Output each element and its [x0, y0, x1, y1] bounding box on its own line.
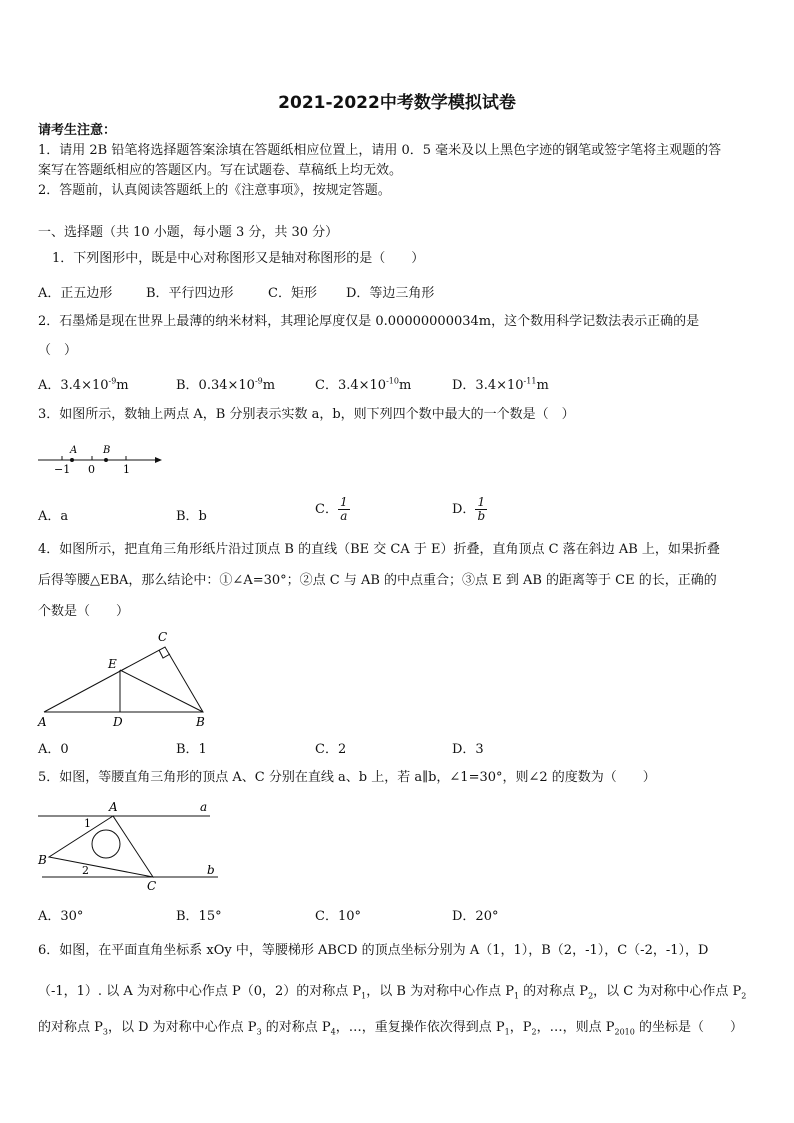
point-a	[70, 458, 74, 462]
q4-option-a: A．0	[38, 742, 69, 757]
label-c-vertex: C	[147, 879, 157, 893]
label-b-vertex: B	[38, 853, 47, 867]
q3-stem: 3．如图所示，数轴上两点 A，B 分别表示实数 a，b，则下列四个数中最大的一个数是（ ）	[38, 407, 575, 422]
q2-option-c: C．$3.4\times 10^{-10}m$	[315, 376, 412, 393]
triangle-abc	[44, 647, 203, 712]
tick-label-minus-one: −1	[54, 463, 71, 476]
q4-stem-line2: 后得等腰△EBA，那么结论中：①∠A=30°；②点 C 与 AB 的中点重合；③点 E 到 AB 的距离等于 CE 的长，正确的	[38, 573, 717, 588]
q1-option-d: D．等边三角形	[346, 286, 435, 301]
q3-option-a: A．a	[38, 509, 69, 524]
q2-option-a: A．$3.4\times 10^{-9}m$	[38, 376, 129, 393]
q1-option-c: C．矩形	[268, 286, 317, 301]
q4-stem: 4．如图所示，把直角三角形纸片沿过顶点 B 的直线（BE 交 CA 于 E）折叠，直角顶点 C 落在斜边 AB 上，如果折叠	[38, 542, 720, 557]
q4-option-d: D．3	[452, 742, 484, 757]
q5-option-b: B．15°	[176, 909, 222, 924]
q6-stem-line3: 的对称点 $P_3$，以 D 为对称中心作点 $P_3$ 的对称点 $P_4$，…，重复操作依次得到点 $P_1$，$P_2$，…，则点 $P_{2010}$ 的坐标是（ ）	[38, 1020, 743, 1037]
label-b: B	[103, 445, 111, 456]
label-line-b: b	[207, 863, 215, 877]
label-a: A	[38, 715, 47, 729]
point-b	[104, 458, 108, 462]
q1-option-b: B．平行四边形	[146, 286, 234, 301]
q3-option-b: B．b	[176, 509, 207, 524]
label-line-a: a	[200, 800, 208, 814]
label-angle-1: 1	[84, 817, 91, 830]
label-c: C	[158, 630, 168, 644]
section-heading: 一、选择题（共 10 小题，每小题 3 分，共 30 分）	[38, 225, 339, 240]
q4-stem-line3: 个数是（ ）	[38, 604, 130, 619]
label-b: B	[196, 715, 205, 729]
q4-triangle-figure	[36, 628, 211, 732]
q5-option-a: A．30°	[38, 909, 84, 924]
label-d: D	[113, 715, 123, 729]
tick-label-zero: 0	[88, 463, 95, 476]
q3-option-c: C． $\frac{1}{a}$	[315, 495, 348, 523]
q4-option-c: C．2	[315, 742, 347, 757]
q4-option-b: B．1	[176, 742, 207, 757]
right-angle-mark-c	[159, 650, 170, 658]
label-a: A	[70, 445, 78, 456]
q2-stem-bracket: （ ）	[38, 343, 78, 358]
notice-item-1-cont: 案写在答题纸相应的答题区内。写在试题卷、草稿纸上均无效。	[38, 163, 403, 178]
q6-stem-line1: 6．如图，在平面直角坐标系 xOy 中，等腰梯形 ABCD 的顶点坐标分别为 A（1，1），B（2，-1），C（-2，-1），D	[38, 943, 709, 958]
label-a-vertex: A	[109, 800, 118, 814]
q1-stem: 1．下列图形中，既是中心对称图形又是轴对称图形的是（ ）	[52, 251, 425, 266]
number-line-arrow	[155, 457, 162, 463]
isosceles-right-triangle	[49, 816, 153, 877]
q5-option-d: D．20°	[452, 909, 499, 924]
q5-stem: 5．如图，等腰直角三角形的顶点 A、C 分别在直线 a、b 上，若 a∥b，∠1=30°，则∠2 的度数为（ ）	[38, 770, 656, 785]
q6-stem-line2: （-1，1）. 以 A 为对称中心作点 P（0，2）的对称点 $P_1$，以 B 为对称中心作点 $P_1$ 的对称点 $P_2$，以 C 为对称中心作点 $P_2$	[38, 984, 747, 1001]
q2-stem: 2．石墨烯是现在世界上最薄的纳米材料，其理论厚度仅是 0.00000000034m，这个数用科学记数法表示正确的是	[38, 314, 700, 329]
notice-heading: 请考生注意：	[38, 123, 117, 138]
q3-number-line-figure	[36, 440, 166, 476]
tick-label-one: 1	[123, 463, 130, 476]
q3-option-d: D． $\frac{1}{b}$	[452, 495, 486, 523]
notice-item-1: 1．请用 2B 铅笔将选择题答案涂填在答题纸相应位置上，请用 0．5 毫米及以上黑色字迹的钢笔或签字笔将主观题的答	[38, 143, 722, 158]
notice-item-2: 2．答题前，认真阅读答题纸上的《注意事项》，按规定答题。	[38, 183, 391, 198]
triangle-hole-circle	[92, 830, 120, 858]
q5-option-c: C．10°	[315, 909, 361, 924]
q2-option-d: D．$3.4\times 10^{-11}m$	[452, 376, 549, 393]
label-e: E	[108, 657, 117, 671]
label-angle-2: 2	[82, 864, 89, 877]
q5-parallel-lines-figure	[36, 797, 221, 897]
page-title: 2021-2022中考数学模拟试卷	[278, 93, 516, 113]
q1-option-a: A．正五边形	[38, 286, 113, 301]
q2-option-b: B．$0.34\times 10^{-9}m$	[176, 376, 276, 393]
